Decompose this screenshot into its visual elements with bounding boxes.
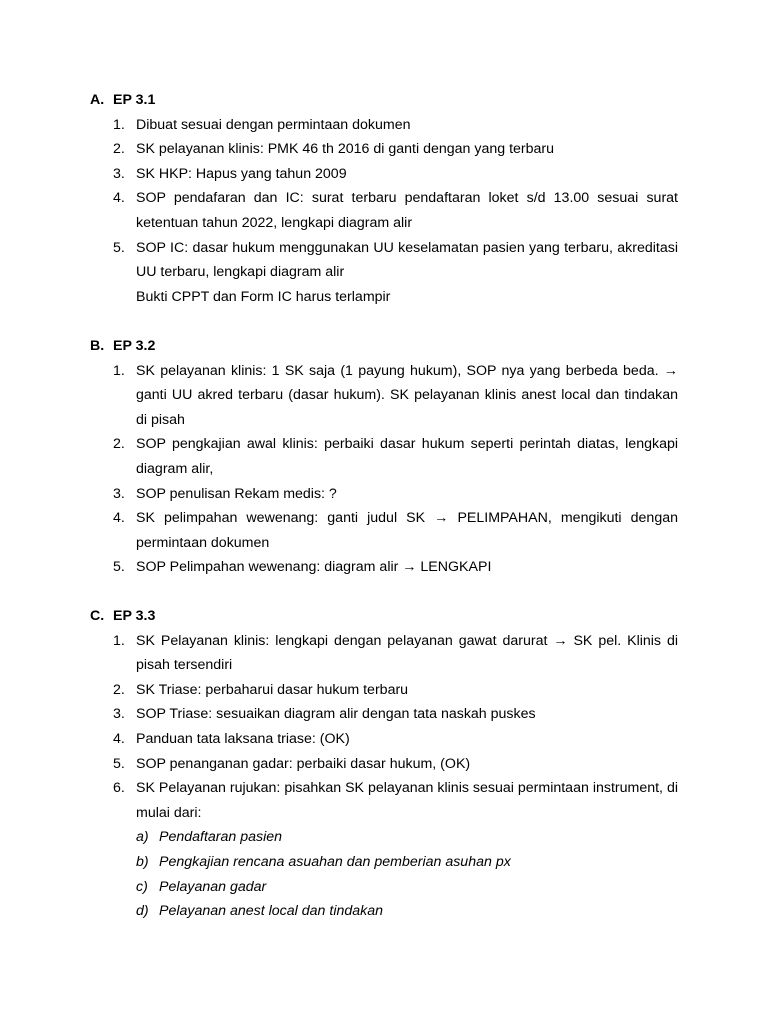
item-number: 5. [113,559,125,576]
item-number: 3. [113,485,125,502]
item-text: SOP penanganan gadar: perbaiki dasar hukum, (OK) [136,755,471,772]
list-item [90,629,678,678]
list-item [90,236,678,285]
item-number: 1. [113,632,125,649]
section-letter: C. [90,608,105,624]
section-c [90,604,678,924]
section-title: EP 3.1 [113,92,156,108]
list-item [90,186,678,235]
list-item [90,727,678,752]
item-number: 1. [113,362,125,379]
item-number: 3. [113,165,125,182]
sub-item-letter: d) [136,903,149,920]
item-text: SK pelayanan klinis: PMK 46 th 2016 di ganti dengan yang terbaru [136,141,555,158]
item-number: 2. [113,141,125,158]
item-text: SOP pengkajian awal klinis: perbaiki dasar hukum seperti perintah diatas, lengkapi diagram alir, [136,436,678,477]
item-text: SK pelimpahan wewenang: ganti judul SK → PELIMPAHAN, mengikuti dengan permintaan dokumen [136,510,678,551]
sub-item-text: Pelayanan gadar [159,878,267,895]
section-a [90,88,678,309]
item-number: 4. [113,190,125,207]
list-item [90,359,678,433]
item-text: SOP Triase: sesuaikan diagram alir dengan tata naskah puskes [136,706,536,723]
list-item [90,137,678,162]
item-number: 4. [113,510,125,527]
section-letter: A. [90,92,105,108]
item-text: SK Triase: perbaharui dasar hukum terbaru [136,681,409,698]
sub-item [90,875,678,900]
list-item [90,162,678,187]
item-number: 2. [113,436,125,453]
list-item [90,702,678,727]
item-text: SOP Pelimpahan wewenang: diagram alir → LENGKAPI [136,559,492,576]
section-title: EP 3.2 [113,338,156,354]
list-item [90,555,678,580]
item-text: SK HKP: Hapus yang tahun 2009 [136,165,347,182]
item-text: SK Pelayanan klinis: lengkapi dengan pelayanan gawat darurat → SK pel. Klinis di pisah tersendiri [136,632,678,674]
sub-item-text: Pengkajian rencana asuahan dan pemberian asuhan px [159,853,511,870]
sub-item [90,850,678,875]
section-heading [90,334,678,359]
sub-item [90,899,678,924]
sub-item-letter: a) [136,829,149,846]
list-item [90,432,678,481]
item-text: SK pelayanan klinis: 1 SK saja (1 payung hukum), SOP nya yang berbeda beda. → ganti UU akred terbaru (dasar hukum). SK pelayanan klinis anest local dan tindakan di pisah [136,362,678,428]
item-number: 1. [113,116,125,133]
sub-item [90,825,678,850]
section-title: EP 3.3 [113,608,156,624]
item-number: 4. [113,730,125,747]
list-item [90,506,678,555]
item-text: Panduan tata laksana triase: (OK) [136,730,350,747]
section-b [90,334,678,580]
extra-note: Bukti CPPT dan Form IC harus terlampir [136,288,391,305]
item-text: Dibuat sesuai dengan permintaan dokumen [136,116,411,133]
item-text: SOP pendafaran dan IC: surat terbaru pendaftaran loket s/d 13.00 sesuai surat ketentuan tahun 2022, lengkapi diagram alir [136,190,678,231]
list-item [90,752,678,777]
list-item [90,482,678,507]
list-item [90,678,678,703]
item-number: 5. [113,239,125,256]
section-heading [90,88,678,113]
sub-item-text: Pelayanan anest local dan tindakan [159,903,384,920]
sub-item-text: Pendaftaran pasien [159,829,283,846]
list-item [90,776,678,825]
item-number: 2. [113,681,125,698]
sub-item-letter: b) [136,853,149,870]
item-number: 6. [113,780,125,797]
section-heading [90,604,678,629]
item-text: SOP penulisan Rekam medis: ? [136,485,337,502]
item-number: 3. [113,706,125,723]
item-text: SK Pelayanan rujukan: pisahkan SK pelayanan klinis sesuai permintaan instrument, di mulai dari: [136,780,678,821]
sub-item-letter: c) [136,878,148,895]
list-item [90,113,678,138]
section-letter: B. [90,338,105,354]
item-number: 5. [113,755,125,772]
item-text: SOP IC: dasar hukum menggunakan UU keselamatan pasien yang terbaru, akreditasi UU terbaru, lengkapi diagram alir [136,239,678,281]
